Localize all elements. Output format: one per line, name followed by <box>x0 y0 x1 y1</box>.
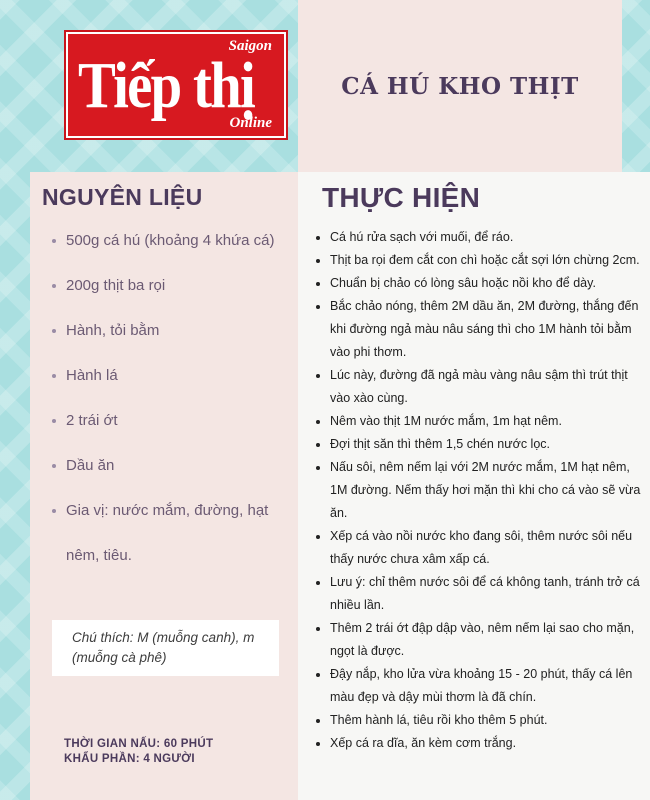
logo-bottom-text: Online <box>229 115 272 131</box>
steps-list <box>316 226 642 755</box>
logo-main-text: Tiếp thị <box>78 49 255 122</box>
step-item: Lúc này, đường đã ngả màu vàng nâu sậm thì trút thịt vào xào cùng. <box>316 364 642 410</box>
step-item: Thêm hành lá, tiêu rồi kho thêm 5 phút. <box>316 709 642 732</box>
cook-time: THỜI GIAN NẤU: 60 PHÚT <box>64 738 214 750</box>
ingredient-item: Hành, tỏi bằm <box>52 308 292 353</box>
step-item: Bắc chảo nóng, thêm 2M dầu ăn, 2M đường, thắng đến khi đường ngả màu nâu sáng thì cho 1M hành tỏi bằm vào phi thơm. <box>316 295 642 364</box>
step-item: Thịt ba rọi đem cắt con chì hoặc cắt sợi lớn chừng 2cm. <box>316 249 642 272</box>
ingredient-item: Dầu ăn <box>52 443 292 488</box>
steps-heading: THỰC HIỆN <box>322 182 481 213</box>
title-box <box>298 0 622 172</box>
note-box: Chú thích: M (muỗng canh), m (muỗng cà phê) <box>52 620 279 676</box>
step-item: Đợi thịt săn thì thêm 1,5 chén nước lọc. <box>316 433 642 456</box>
recipe-meta <box>64 737 213 767</box>
step-item: Chuẩn bị chảo có lòng sâu hoặc nồi kho để dày. <box>316 272 642 295</box>
step-item: Xếp cá ra dĩa, ăn kèm cơm trắng. <box>316 732 642 755</box>
ingredients-panel <box>30 172 298 800</box>
logo-top-text: Saigon <box>228 38 272 54</box>
step-item: Nêm vào thịt 1M nước mắm, 1m hạt nêm. <box>316 410 642 433</box>
step-item: Nấu sôi, nêm nếm lại với 2M nước mắm, 1M hạt nêm, 1M đường. Nếm thấy hơi mặn thì khi cho cá vào sẽ vừa ăn. <box>316 456 642 525</box>
dish-title: CÁ HÚ KHO THỊT <box>341 72 579 100</box>
step-item: Thêm 2 trái ớt đập dập vào, nêm nếm lại sao cho mặn, ngọt là được. <box>316 617 642 663</box>
ingredients-list <box>52 218 292 578</box>
ingredients-heading: NGUYÊN LIỆU <box>42 184 203 210</box>
step-item: Đậy nắp, kho lửa vừa khoảng 15 - 20 phút, thấy cá lên màu đẹp và dậy mùi thơm là đã chín. <box>316 663 642 709</box>
steps-panel <box>298 172 650 800</box>
ingredient-item: Gia vị: nước mắm, đường, hạt nêm, tiêu. <box>52 488 292 578</box>
step-item: Lưu ý: chỉ thêm nước sôi để cá không tanh, tránh trở cá nhiều lần. <box>316 571 642 617</box>
step-item: Xếp cá vào nồi nước kho đang sôi, thêm nước sôi nếu thấy nước chưa xâm xấp cá. <box>316 525 642 571</box>
ingredient-item: 200g thịt ba rọi <box>52 263 292 308</box>
ingredient-item: Hành lá <box>52 353 292 398</box>
ingredient-item: 500g cá hú (khoảng 4 khứa cá) <box>52 218 292 263</box>
ingredient-item: 2 trái ớt <box>52 398 292 443</box>
step-item: Cá hú rửa sạch với muối, để ráo. <box>316 226 642 249</box>
logo <box>66 32 286 138</box>
servings: KHẨU PHẦN: 4 NGƯỜI <box>64 753 195 765</box>
